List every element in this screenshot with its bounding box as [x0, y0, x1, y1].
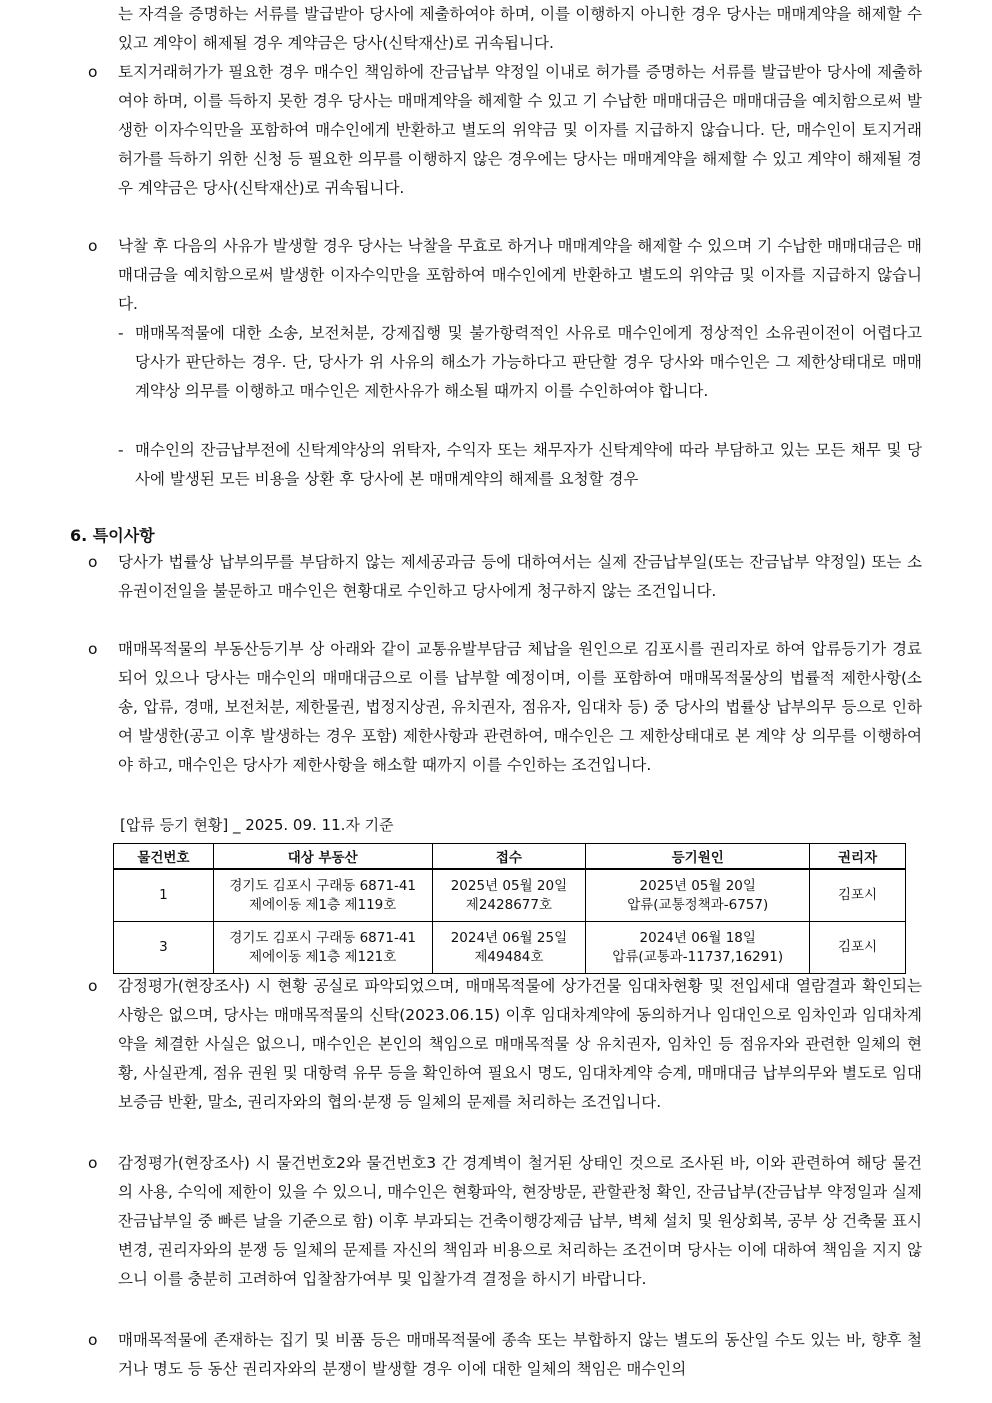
sub-clause-text: 매수인의 잔금납부전에 신탁계약상의 위탁자, 수익자 또는 채무자가 신탁계약에 따라 부담하고 있는 모든 채무 및 당사에 발생된 모든 비용을 상환 후 당사에 본 매매계약의 해제를 요청할 경우	[135, 441, 922, 488]
clause-land-permit	[88, 58, 922, 203]
clause-text: 당사가 법률상 납부의무를 부담하지 않는 제세공과금 등에 대하여서는 실제 잔금납부일(또는 잔금납부 약정일) 또는 소유권이전일을 불문하고 매수인은 현황대로 수인하고 당사에게 청구하지 않는 조건입니다.	[118, 553, 922, 600]
cell-line: 2025년 05월 20일	[450, 877, 568, 894]
section-heading: 6. 특이사항	[70, 526, 155, 545]
cell-line: 제49484호	[474, 948, 544, 965]
table-header-row	[114, 844, 906, 870]
clause-text: 토지거래허가가 필요한 경우 매수인 책임하에 잔금납부 약정일 이내로 허가를 증명하는 서류를 발급받아 당사에 제출하여야 하며, 이를 득하지 못한 경우 당사는 매매계약을 해제할 수 있고 기 수납한 매매대금은 매매대금을 예치함으로써 발생한 이자수익만을 포함하여 매수인에게 반환하고 별도의 위약금 및 이자를 지급하지 않습니다. 단, 매수인이 토지거래허가를 득하기 위한 신청 등 필요한 의무를 이행하지 않은 경우에는 당사는 매매계약을 해제할 수 있고 계약이 해제될 경우 계약금은 당사(신탁재산)로 귀속됩니다.	[118, 63, 922, 197]
header-cause: 등기원인	[586, 844, 810, 870]
clause-taxes	[88, 548, 922, 606]
bullet-icon: o	[88, 640, 98, 658]
dash-icon: -	[118, 441, 124, 459]
header-item-no: 물건번호	[114, 844, 214, 870]
clause-vacancy	[88, 972, 922, 1117]
clause-boundary-wall	[88, 1149, 922, 1294]
cell-line: 2025년 05월 20일	[639, 877, 756, 894]
clause-text: 감정평가(현장조사) 시 물건번호2와 물건번호3 간 경계벽이 철거된 상태인 것으로 조사된 바, 이와 관련하여 해당 물건의 사용, 수익에 제한이 있을 수 있으니, 매수인은 현황파악, 현장방문, 관할관청 확인, 잔금납부(잔금납부 약정일과 실제 잔금납부일 중 빠른 날을 기준으로 함) 이후 부과되는 건축이행강제금 납부, 벽체 설치 및 원상회복, 공부 상 건축물 표시 변경, 권리자와의 분쟁 등 일체의 문제를 자신의 책임과 비용으로 처리하는 조건이며 당사는 이에 대하여 책임을 지지 않으니 이를 충분히 고려하여 입찰참가여부 및 입찰가격 결정을 하시기 바랍니다.	[118, 1154, 922, 1288]
bullet-icon: o	[88, 1331, 98, 1349]
header-property: 대상 부동산	[213, 844, 432, 870]
cell-line: 제에이동 제1층 제121호	[249, 948, 397, 965]
bullet-icon: o	[88, 553, 98, 571]
cell-receipt	[432, 922, 586, 974]
clause-invalidation	[88, 232, 922, 319]
table-row	[114, 869, 906, 922]
bullet-icon: o	[88, 1154, 98, 1172]
table-row	[114, 922, 906, 974]
header-holder: 권리자	[810, 844, 906, 870]
clause-fixtures	[88, 1326, 922, 1384]
seizure-table	[113, 843, 906, 974]
cell-property	[213, 922, 432, 974]
bullet-icon: o	[88, 63, 98, 81]
dash-icon: -	[118, 324, 124, 342]
sub-clause-text: 매매목적물에 대한 소송, 보전처분, 강제집행 및 불가항력적인 사유로 매수인에게 정상적인 소유권이전이 어렵다고 당사가 판단하는 경우. 단, 당사가 위 사유의 해소가 가능하다고 판단할 경우 당사와 매수인은 그 제한상태대로 매매계약상 의무를 이행하고 매수인은 제한사유가 해소될 때까지 이를 수인하여야 합니다.	[135, 324, 922, 400]
cell-line: 압류(교통정책과-6757)	[627, 896, 769, 913]
cell-item-no: 1	[114, 869, 214, 922]
cell-holder: 김포시	[810, 869, 906, 922]
cell-line: 제2428677호	[465, 896, 553, 913]
clause-text: 낙찰 후 다음의 사유가 발생할 경우 당사는 낙찰을 무효로 하거나 매매계약을 해제할 수 있으며 기 수납한 매매대금은 매매대금을 예치함으로써 발생한 이자수익만을 포함하여 매수인에게 반환하고 별도의 위약금 및 이자를 지급하지 않습니다.	[118, 237, 922, 313]
bullet-icon: o	[88, 977, 98, 995]
cell-line: 경기도 김포시 구래동 6871-41	[229, 877, 416, 894]
cell-property	[213, 869, 432, 922]
intro-continuation: 는 자격을 증명하는 서류를 발급받아 당사에 제출하여야 하며, 이를 이행하지 아니한 경우 당사는 매매계약을 해제할 수 있고 계약이 해제될 경우 계약금은 당사(신탁재산)로 귀속됩니다.	[118, 5, 922, 52]
cell-line: 2024년 06월 18일	[639, 929, 756, 946]
cell-cause	[586, 922, 810, 974]
cell-receipt	[432, 869, 586, 922]
cell-line: 2024년 06월 25일	[450, 929, 568, 946]
clause-seizure	[88, 635, 922, 780]
cell-holder: 김포시	[810, 922, 906, 974]
cell-item-no: 3	[114, 922, 214, 974]
bullet-icon: o	[88, 237, 98, 255]
clause-text: 매매목적물의 부동산등기부 상 아래와 같이 교통유발부담금 체납을 원인으로 김포시를 권리자로 하여 압류등기가 경료되어 있으나 당사는 매수인의 매매대금으로 이를 납부할 예정이며, 이를 포함하여 매매목적물상의 법률적 제한사항(소송, 압류, 경매, 보전처분, 제한물권, 법정지상권, 유치권자, 점유자, 임대차 등) 중 당사의 법률상 납부의무 등으로 인하여 발생한(공고 이후 발생하는 경우 포함) 제한사항과 관련하여, 매수인은 그 제한상태대로 본 계약 상 의무를 이행하여야 하고, 매수인은 당사가 제한사항을 해소할 때까지 이를 수인하는 조건입니다.	[118, 640, 922, 774]
clause-text: 매매목적물에 존재하는 집기 및 비품 등은 매매목적물에 종속 또는 부합하지 않는 별도의 동산일 수도 있는 바, 향후 철거나 명도 등 동산 권리자와의 분쟁이 발생할 경우 이에 대한 일체의 책임은 매수인의	[118, 1331, 922, 1378]
clause-text: 감정평가(현장조사) 시 현황 공실로 파악되었으며, 매매목적물에 상가건물 임대차현황 및 전입세대 열람결과 확인되는 사항은 없으며, 당사는 매매목적물의 신탁(2023.06.15) 이후 임대차계약에 동의하거나 임대인으로 임차인과 임대차계약을 체결한 사실은 없으니, 매수인은 본인의 책임으로 매매목적물 상 유치권자, 임차인 등 점유자와 관련한 일체의 현황, 사실관계, 점유 권원 및 대항력 유무 등을 확인하여 필요시 명도, 임대차계약 승계, 매매대금 납부의무와 별도로 임대보증금 반환, 말소, 권리자와의 협의·분쟁 등 일체의 문제를 처리하는 조건입니다.	[118, 977, 922, 1111]
cell-cause	[586, 869, 810, 922]
sub-clause-trust-termination	[118, 436, 922, 494]
cell-line: 제에이동 제1층 제119호	[249, 896, 397, 913]
cell-line: 압류(교통과-11737,16291)	[612, 948, 784, 965]
header-receipt: 접수	[432, 844, 586, 870]
table-caption: [압류 등기 현황] _ 2025. 09. 11.자 기준	[120, 816, 394, 834]
cell-line: 경기도 김포시 구래동 6871-41	[229, 929, 416, 946]
sub-clause-litigation	[118, 319, 922, 406]
